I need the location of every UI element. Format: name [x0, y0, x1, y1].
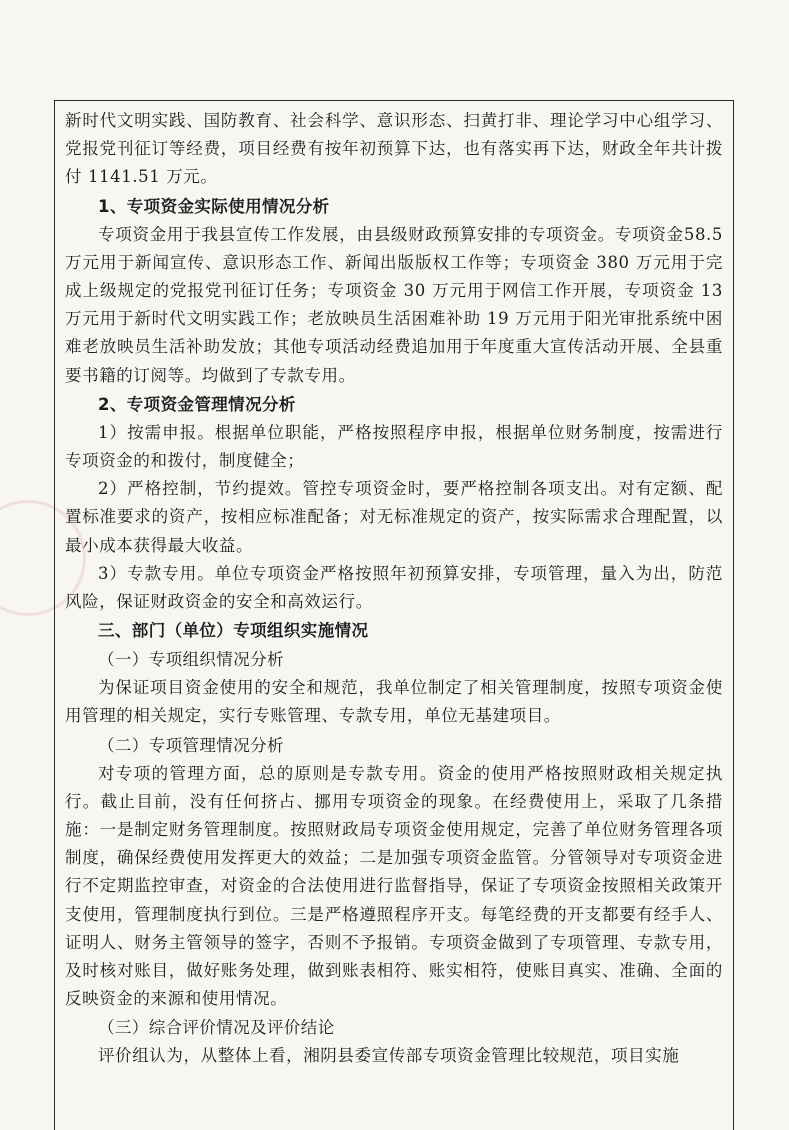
paragraph-apply-on-demand: 1）按需申报。根据单位职能，严格按照程序申报，根据单位财务制度，按需进行专项资金的和拨付，制度健全；	[65, 422, 723, 471]
paragraph-strict-control: 2）严格控制，节约提效。管控专项资金时，要严格控制各项支出。对有定额、配置标准要求的资产，按相应标准配备；对无标准规定的资产，按实际需求合理配置，以最小成本获得最大收益。	[65, 479, 723, 555]
section-heading-implementation: 三、部门（单位）专项组织实施情况	[98, 621, 369, 641]
paragraph-organization: 为保证项目资金使用的安全和规范，我单位制定了相关管理制度，按照专项资金使用管理的相关规定，实行专账管理、专款专用，单位无基建项目。	[65, 678, 723, 726]
paragraph-fund-usage: 专项资金用于我县宣传工作发展，由县级财政预算安排的专项资金。专项资金58.5 万元用于新闻宣传、意识形态工作、新闻出版版权工作等；专项资金 380 万元用于完成上级规定的党报党刊征订任务；专项资金 30 万元用于网信工作开展，专项资金 13 万元用于新时代文明实践工作；老放映员生活困难补助 19 万元用于阳光审批系统中困难老放映员生活补助发放；其他专项活动经费追加用于年度重大宣传活动开展、全县重要书籍的订阅等。均做到了专款专用。	[65, 224, 723, 385]
subheading-management: （二）专项管理情况分析	[98, 735, 284, 755]
paragraph-evaluation: 评价组认为，从整体上看，湘阴县委宣传部专项资金管理比较规范，项目实施	[98, 1046, 680, 1066]
subheading-evaluation: （三）综合评价情况及评价结论	[98, 1018, 335, 1038]
paragraph-management: 对专项的管理方面，总的原则是专款专用。资金的使用严格按照财政相关规定执行。截止目前，没有任何挤占、挪用专项资金的现象。在经费使用上，采取了几条措施：一是制定财务管理制度。按照财政局专项资金使用规定，完善了单位财务管理各项制度，确保经费使用发挥更大的效益；二是加强专项资金监管。分管领导对专项资金进行不定期监控审查，对资金的合法使用进行监督指导，保证了专项资金按照相关政策开支使用，管理制度执行到位。三是严格遵照程序开支。每笔经费的开支都要有经手人、证明人、财务主管领导的签字，否则不予报销。专项资金做到了专项管理、专款专用，及时核对账目，做好账务处理，做到账表相符、账实相符，使账目真实、准确、全面的反映资金的来源和使用情况。	[65, 763, 723, 1009]
section-heading-fund-management: 2、专项资金管理情况分析	[98, 394, 296, 414]
intro-paragraph: 新时代文明实践、国防教育、社会科学、意识形态、扫黄打非、理论学习中心组学习、党报党刊征订等经费，项目经费有按年初预算下达，也有落实再下达，财政全年共计拨付 1141.51 万元。	[65, 111, 723, 187]
section-heading-fund-usage: 1、专项资金实际使用情况分析	[98, 196, 330, 216]
subheading-organization: （一）专项组织情况分析	[98, 650, 284, 670]
document-table-frame	[54, 100, 734, 1130]
paragraph-earmarked-use: 3）专款专用。单位专项资金严格按照年初预算安排，专项管理，量入为出，防范风险，保证财政资金的安全和高效运行。	[65, 563, 723, 612]
